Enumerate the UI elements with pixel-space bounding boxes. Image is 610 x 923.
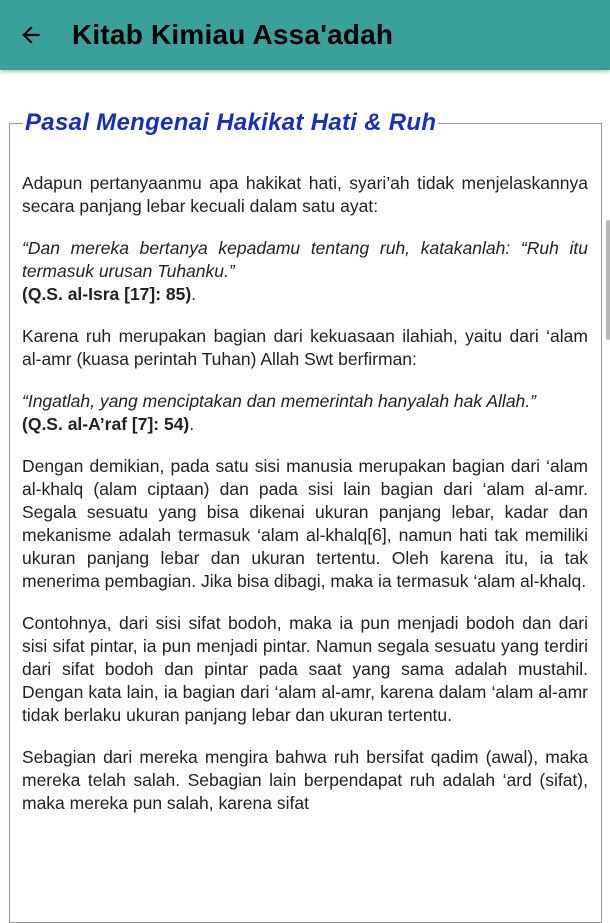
reference-period: .	[189, 414, 195, 434]
paragraph: Adapun pertanyaanmu apa hakikat hati, syari’ah tidak menjelaskannya secara panjang lebar kecuali dalam satu ayat:	[22, 173, 588, 216]
paragraph: Sebagian dari mereka mengira bahwa ruh bersifat qadim (awal), maka mereka telah salah. Sebagian lain berpendapat ruh adalah ‘ard (sifat), maka mereka pun salah, karena sifat	[22, 747, 588, 813]
paragraph: Contohnya, dari sisi sifat bodoh, maka ia pun menjadi bodoh dan dari sisi sifat pintar, ia pun menjadi pintar. Namun segala sesuatu yang terdiri dari sifat bodoh dan pintar pada saat yang sama adalah mustahil. Dengan kata lain, ia bagian dari ‘alam al-amr, karena dalam ‘alam al-amr tidak berlaku ukuran panjang lebar dan ukuran tertentu.	[22, 613, 588, 725]
quote-reference: (Q.S. al-Isra [17]: 85)	[22, 284, 192, 304]
paragraph: Dengan demikian, pada satu sisi manusia merupakan bagian dari ‘alam al-khalq (alam ciptaan) dan pada sisi lain bagian dari ‘alam al-amr. Segala sesuatu yang bisa dikenai ukuran panjang lebar, kadar dan mekanisme adalah termasuk ‘alam al-khalq[6], namun hati tak memiliki ukuran panjang lebar dan ukuran tertentu. Oleh karena itu, ia tak menerima pembagian. Jika bisa dibagi, maka ia termasuk ‘alam al-khalq.	[22, 456, 588, 591]
arrow-left-icon	[18, 22, 44, 48]
section-title: Pasal Mengenai Hakikat Hati & Ruh	[25, 109, 437, 136]
app-title: Kitab Kimiau Assa'adah	[72, 19, 394, 50]
app-bar	[0, 0, 610, 70]
quote-text: “Ingatlah, yang menciptakan dan memerintah hanyalah hak Allah.”	[22, 391, 536, 411]
quote-reference: (Q.S. al-A’raf [7]: 54)	[22, 414, 190, 434]
back-button[interactable]	[0, 0, 62, 70]
scrollbar[interactable]	[606, 220, 610, 340]
quote-block	[22, 390, 588, 436]
reference-period: .	[191, 284, 197, 304]
quote-block	[22, 237, 588, 306]
article-body[interactable]	[22, 172, 588, 834]
quote-text: “Dan mereka bertanya kepadamu tentang ruh, katakanlah: “Ruh itu termasuk urusan Tuhanku.”	[22, 238, 588, 281]
paragraph: Karena ruh merupakan bagian dari kekuasaan ilahiah, yaitu dari ‘alam al-amr (kuasa perintah Tuhan) Allah Swt berfirman:	[22, 326, 588, 369]
